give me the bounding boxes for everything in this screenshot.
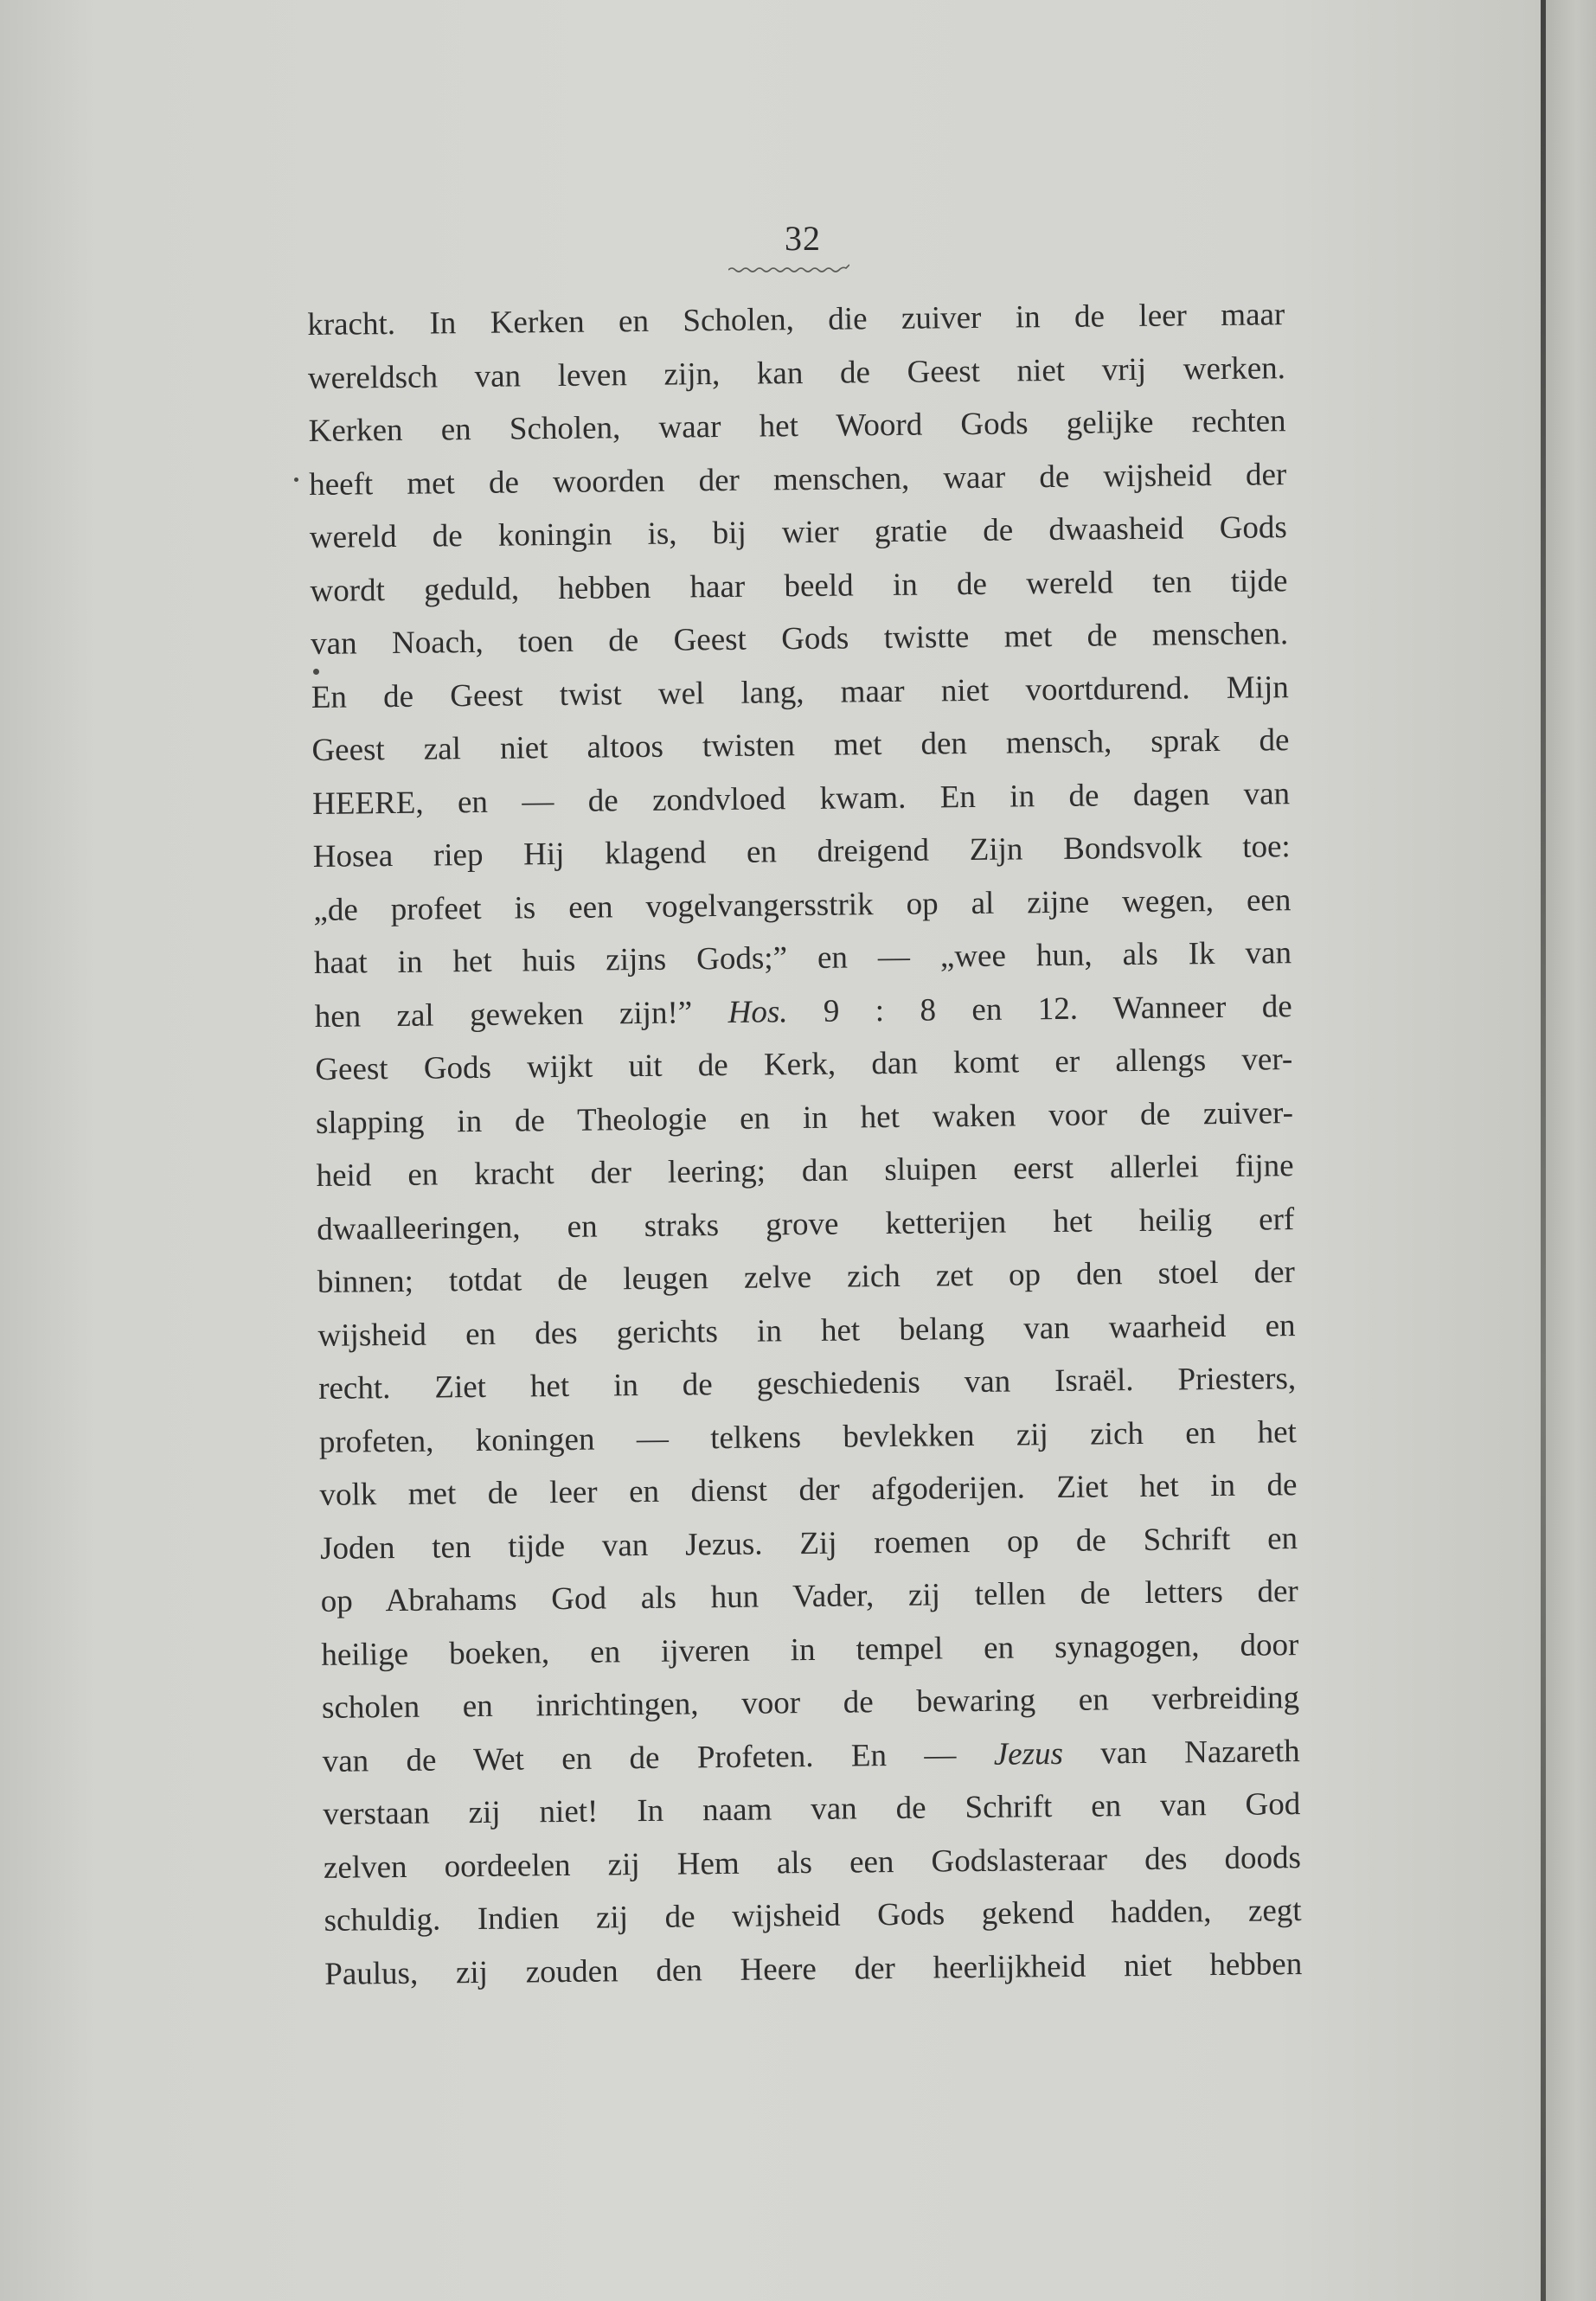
text-fragment: van Nazareth — [1062, 1733, 1300, 1772]
text-line: op Abrahams God als hun Vader, zij tellen de letters der — [320, 1574, 1298, 1619]
small-caps-word: HEERE — [311, 785, 416, 822]
text-line: „de profeet is een vogelvangersstrik op al zijne wegen, een — [313, 881, 1292, 928]
text-line: Geest zal niet altoos twisten met den mensch, sprak de — [311, 722, 1290, 768]
page-edge — [1546, 0, 1596, 2301]
book-spine-shadow — [1541, 0, 1546, 2301]
text-fragment: 9 : 8 en 12. Wanneer de — [787, 988, 1292, 1029]
text-line: volk met de leer en dienst der afgoderijen. Ziet het in de — [319, 1467, 1298, 1513]
page-number-ornament — [728, 263, 849, 275]
text-line: kracht. In Kerken en Scholen, die zuiver in de leer maar — [307, 297, 1285, 343]
text-line: scholen en inrichtingen, voor de bewaring en verbreiding — [321, 1680, 1300, 1726]
text-line: heid en kracht der leering; dan sluipen eerst allerlei fijne — [316, 1148, 1294, 1194]
text-line: verstaan zij niet! In naam van de Schrift en van God — [323, 1786, 1301, 1832]
text-line: van Noach, toen de Geest Gods twistte met de menschen. — [310, 616, 1289, 662]
text-fragment: , en — de zondvloed kwam. En in de dagen van — [415, 775, 1291, 821]
text-line: heeft met de woorden der menschen, waar de wijsheid der — [309, 456, 1287, 503]
text-fragment: van de Wet en de Profeten. En — — [322, 1736, 994, 1779]
text-line: heilige boeken, en ijveren in tempel en synagogen, door — [321, 1626, 1299, 1673]
text-line: Paulus, zij zouden den Heere der heerlijkheid niet hebben — [324, 1945, 1303, 1992]
text-line: wereld de koningin is, bij wier gratie de dwaasheid Gods — [309, 510, 1288, 555]
text-line: Geest Gods wijkt uit de Kerk, dan komt er allengs ver- — [315, 1042, 1293, 1087]
text-line: dwaalleeringen, en straks grove ketterijen het heilig erf — [317, 1201, 1295, 1247]
text-line: slapping in de Theologie en in het waken voor de zuiver- — [315, 1094, 1294, 1141]
text-fragment: hen zal geweken zijn!” — [314, 994, 728, 1035]
text-line: haat in het huis zijns Gods;” en — „wee hun, als Ik van — [313, 935, 1292, 981]
italic-name: Jezus — [993, 1735, 1064, 1772]
text-line: Kerken en Scholen, waar het Woord Gods gelijke rechten — [308, 403, 1286, 449]
text-line: Joden ten tijde van Jezus. Zij roemen op de Schrift en — [319, 1520, 1298, 1567]
text-line: En de Geest twist wel lang, maar niet voortdurend. Mijn — [311, 669, 1289, 715]
body-text — [307, 288, 1303, 2001]
text-line: recht. Ziet het in de geschiedenis van Israël. Priesters, — [317, 1361, 1297, 1407]
text-line: binnen; totdat de leugen zelve zich zet op den stoel der — [317, 1254, 1296, 1300]
print-speck — [294, 478, 298, 482]
text-line: wijsheid en des gerichts in het belang van waarheid en — [317, 1307, 1296, 1354]
text-line: profeten, koningen — telkens bevlekken zij zich en het — [318, 1413, 1297, 1460]
text-line: schuldig. Indien zij de wijsheid Gods gekend hadden, zegt — [324, 1893, 1302, 1939]
text-line: wereldsch van leven zijn, kan de Geest niet vrij werken. — [307, 349, 1286, 396]
text-line: zelven oordeelen zij Hem als een Godslasteraar des doods — [323, 1839, 1302, 1886]
text-line: wordt geduld, hebben haar beeld in de wereld ten tijde — [310, 562, 1288, 609]
text-line: Hosea riep Hij klagend en dreigend Zijn Bondsvolk toe: — [312, 829, 1291, 875]
page-number: 32 — [785, 219, 821, 258]
italic-reference: Hos. — [727, 993, 788, 1030]
